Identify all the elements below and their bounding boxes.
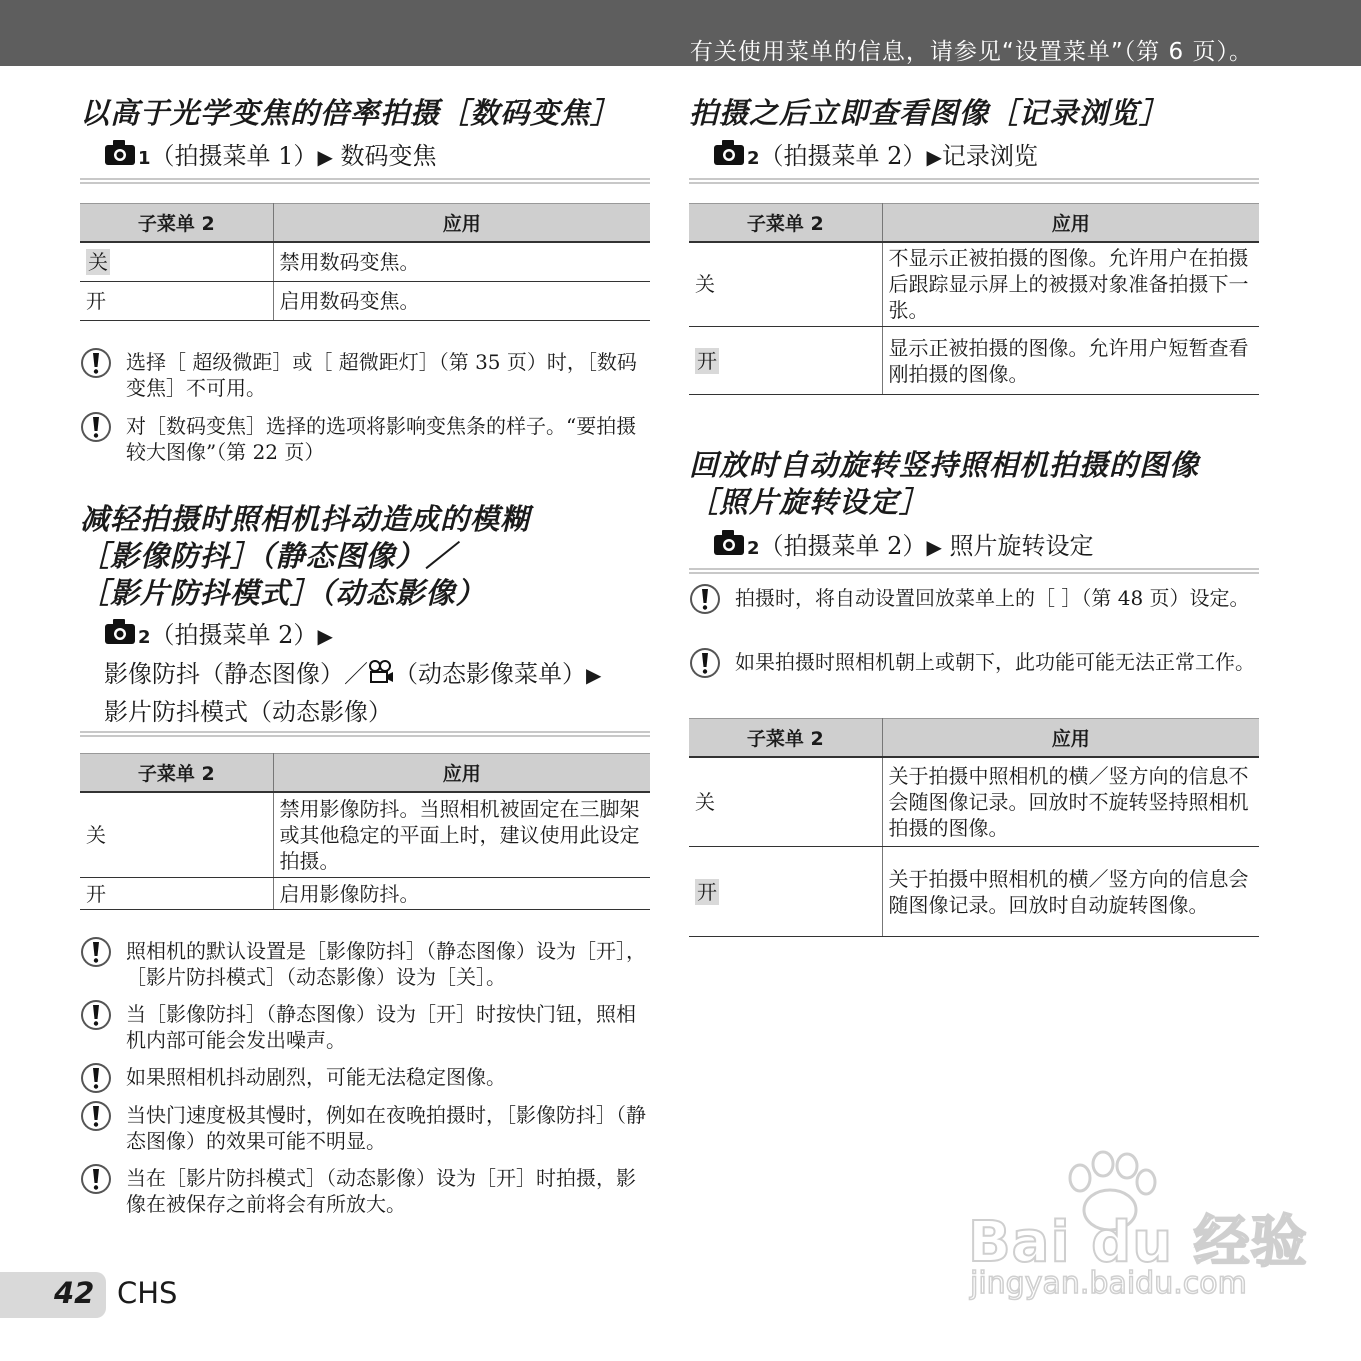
- section-title-line: 减轻拍摄时照相机抖动造成的模糊: [80, 502, 531, 536]
- submenu-table-pic-orientation: [689, 718, 1259, 937]
- table-header-submenu: 子菜单 2: [80, 754, 273, 792]
- table-header-submenu: 子菜单 2: [80, 204, 273, 242]
- menu-path-text: （拍摄菜单 2）: [759, 532, 927, 560]
- caution-icon: [689, 647, 721, 679]
- header-text: 有关使用菜单的信息，请参见“设置菜单”（第 6 页）。: [689, 39, 1253, 65]
- movie-icon: [368, 658, 394, 694]
- caution-icon: [689, 583, 721, 615]
- menu-path-target: 记录浏览: [941, 142, 1038, 170]
- watermark-url: jingyan.baidu.com: [970, 1266, 1247, 1301]
- submenu-table-digital-zoom: [80, 203, 650, 321]
- camera-menu-number: 2: [138, 627, 151, 648]
- table-header-submenu: 子菜单 2: [689, 204, 882, 242]
- table-row: [689, 757, 1259, 847]
- section-title-pic-orientation: [689, 447, 1199, 521]
- section-title-digital-zoom: 以高于光学变焦的倍率拍摄［数码变焦］: [80, 96, 621, 130]
- table-row: [689, 327, 1259, 395]
- menu-path-target: 照片旋转设定: [949, 532, 1094, 560]
- note-item: [689, 649, 1259, 675]
- header-bar: [0, 0, 1361, 66]
- menu-path-text: （拍摄菜单 1）: [150, 142, 318, 170]
- table-header-submenu: 子菜单 2: [689, 719, 882, 757]
- table-row: [80, 282, 650, 321]
- note-item: [80, 1165, 650, 1217]
- table-row: [80, 792, 650, 878]
- caution-icon: [80, 1100, 112, 1132]
- note-item: [80, 1001, 650, 1053]
- menu-path-text: （动态影像菜单）: [394, 660, 586, 688]
- option-description: 禁用影像防抖。当照相机被固定在三脚架或其他稳定的平面上时，建议使用此设定拍摄。: [273, 792, 650, 878]
- option-description: 关于拍摄中照相机的横／竖方向的信息不会随图像记录。回放时不旋转竖持照相机拍摄的图像。: [882, 757, 1259, 847]
- menu-path-text: 影像防抖（静态图像）／: [104, 660, 368, 688]
- menu-path-text: （拍摄菜单 2）: [759, 142, 927, 170]
- menu-path-image-stabilizer: [80, 617, 650, 737]
- note-item: [80, 938, 650, 990]
- menu-path-rec-view: [689, 138, 1259, 184]
- option-label: 关: [80, 792, 273, 878]
- option-label: 开: [80, 282, 273, 321]
- caution-icon: [80, 999, 112, 1031]
- option-label: 关: [689, 242, 882, 327]
- section-title-image-stabilizer: [80, 501, 530, 612]
- section-title-line: ［影片防抖模式］（动态影像）: [80, 576, 486, 610]
- option-label: 开: [697, 348, 717, 373]
- note-text: 拍摄时，将自动设置回放菜单上的［ ］（第 48 页）设定。: [735, 586, 1250, 610]
- note-item: [80, 1064, 650, 1090]
- table-row: [689, 242, 1259, 327]
- camera-menu-number: 2: [747, 538, 760, 559]
- option-description: 启用影像防抖。: [273, 878, 650, 910]
- option-description: 禁用数码变焦。: [273, 242, 650, 282]
- caution-icon: [80, 347, 112, 379]
- table-row: [689, 847, 1259, 937]
- note-text: 当在［影片防抖模式］（动态影像）设为［开］时拍摄，影像在被保存之前将会有所放大。: [126, 1166, 636, 1216]
- watermark-brand: Bai du 经验: [968, 1210, 1308, 1275]
- note-text: 照相机的默认设置是［影像防抖］（静态图像）设为［开］，［影片防抖模式］（动态影像）设为［关］。: [126, 939, 646, 989]
- table-row: [80, 242, 650, 282]
- menu-path-digital-zoom: [80, 138, 650, 184]
- option-description: 关于拍摄中照相机的横／竖方向的信息会随图像记录。回放时自动旋转图像。: [882, 847, 1259, 937]
- note-text: 如果拍摄时照相机朝上或朝下，此功能可能无法正常工作。: [735, 650, 1255, 674]
- note-item: [80, 349, 650, 401]
- note-text: 如果照相机抖动剧烈，可能无法稳定图像。: [126, 1065, 506, 1089]
- section-title-line: ［照片旋转设定］: [689, 485, 930, 519]
- caution-icon: [80, 1062, 112, 1094]
- play-arrow-icon: ▶: [317, 624, 333, 648]
- section-title-line: ［影像防抖］（静态图像）／: [80, 539, 456, 573]
- menu-path-pic-orientation: [689, 528, 1259, 574]
- note-item: [689, 585, 1259, 611]
- note-item: [80, 413, 650, 465]
- option-label: 开: [697, 879, 717, 904]
- section-title-line: 回放时自动旋转竖持照相机拍摄的图像: [689, 448, 1200, 482]
- caution-icon: [80, 411, 112, 443]
- play-arrow-icon: ▶: [317, 145, 333, 169]
- option-description: 启用数码变焦。: [273, 282, 650, 321]
- camera-menu-number: 2: [747, 148, 760, 169]
- section-title-rec-view: 拍摄之后立即查看图像［记录浏览］: [689, 96, 1170, 130]
- note-item: [80, 1102, 650, 1154]
- play-arrow-icon: ▶: [926, 535, 942, 559]
- option-description: 不显示正被拍摄的图像。允许用户在拍摄后跟踪显示屏上的被摄对象准备拍摄下一张。: [882, 242, 1259, 327]
- option-description: 显示正被拍摄的图像。允许用户短暂查看刚拍摄的图像。: [882, 327, 1259, 395]
- play-arrow-icon: ▶: [926, 145, 942, 169]
- page-number: 42: [54, 1276, 95, 1310]
- table-header-apply: 应用: [273, 204, 650, 242]
- note-text: 当快门速度极其慢时，例如在夜晚拍摄时，［影像防抖］（静态图像）的效果可能不明显。: [126, 1103, 646, 1153]
- table-header-apply: 应用: [882, 719, 1259, 757]
- note-text: 当［影像防抖］（静态图像）设为［开］时按快门钮，照相机内部可能会发出噪声。: [126, 1002, 636, 1052]
- page-language: CHS: [117, 1276, 178, 1310]
- submenu-table-rec-view: [689, 203, 1259, 395]
- caution-icon: [80, 1163, 112, 1195]
- table-row: [80, 878, 650, 910]
- menu-path-text: （拍摄菜单 2）: [150, 621, 318, 649]
- play-arrow-icon: ▶: [586, 663, 602, 687]
- table-header-apply: 应用: [273, 754, 650, 792]
- menu-path-target: 影片防抖模式（动态影像）: [104, 698, 392, 726]
- option-label: 开: [80, 878, 273, 910]
- note-text: 选择［ 超级微距］或［ 超微距灯］（第 35 页）时，［数码变焦］不可用。: [126, 350, 637, 400]
- note-text: 对［数码变焦］选择的选项将影响变焦条的样子。“要拍摄较大图像”（第 22 页）: [126, 414, 637, 464]
- camera-menu-number: 1: [138, 148, 151, 169]
- caution-icon: [80, 936, 112, 968]
- table-header-apply: 应用: [882, 204, 1259, 242]
- option-label: 关: [88, 249, 108, 274]
- option-label: 关: [689, 757, 882, 847]
- submenu-table-image-stabilizer: [80, 753, 650, 910]
- menu-path-target: 数码变焦: [340, 142, 437, 170]
